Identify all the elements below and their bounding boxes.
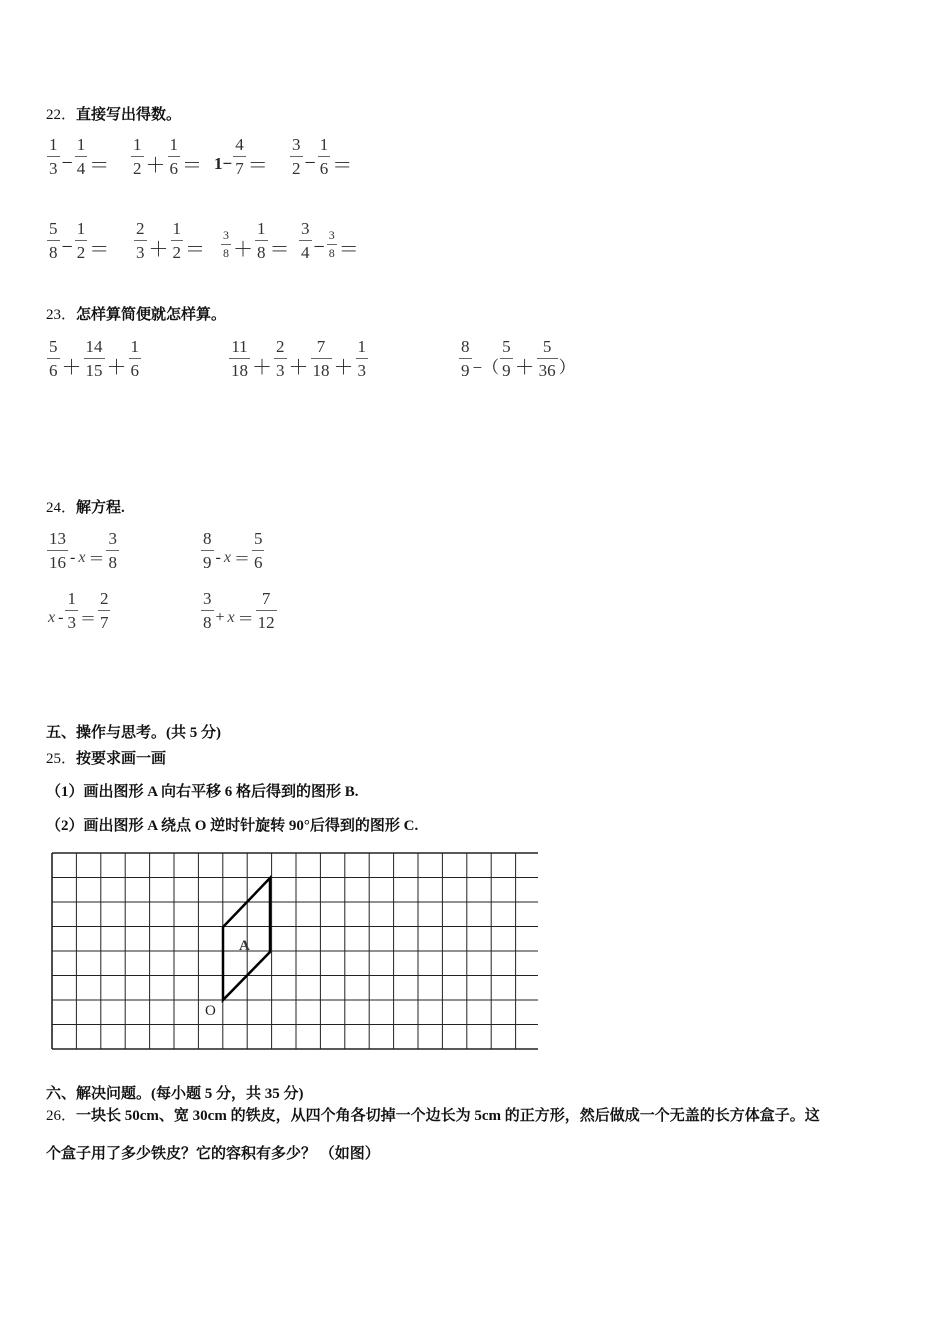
fraction-numerator: 1: [172, 219, 181, 238]
section5-title: 五、操作与思考。(共 5 分): [46, 725, 221, 741]
fraction-denominator: 9: [459, 358, 472, 381]
fraction-numerator: 8: [203, 529, 212, 548]
fraction-numerator: 5: [49, 337, 58, 356]
operator: −（: [472, 358, 500, 377]
fraction-numerator: 3: [301, 219, 310, 238]
variable-x: x: [78, 548, 86, 566]
operator: +: [215, 608, 225, 626]
fraction-numerator: 1: [130, 337, 139, 356]
fraction-numerator: 4: [235, 135, 244, 154]
fraction-denominator: 6: [168, 156, 181, 179]
fraction-denominator: 4: [75, 156, 88, 179]
q26-paragraph: [46, 1097, 916, 1173]
fraction-numerator: 1: [357, 337, 366, 356]
q22-eq8: [298, 218, 360, 263]
fraction-numerator: 7: [261, 589, 271, 608]
variable-x: x: [223, 548, 231, 566]
fraction-denominator: 8: [223, 246, 229, 260]
variable-x: x: [227, 608, 235, 626]
fraction-numerator: 2: [99, 589, 109, 608]
variable-x: x: [48, 608, 56, 626]
operator: −: [61, 236, 73, 258]
fraction-denominator: 9: [201, 550, 214, 573]
q24-eqn1: [46, 528, 120, 573]
q22-title: 直接写出得数。: [76, 107, 182, 123]
q22-heading: [46, 103, 181, 124]
fraction-numerator: 1: [169, 135, 178, 154]
q23-number: 23．: [46, 307, 77, 323]
fraction-numerator: 3: [108, 529, 117, 548]
equals-sign: ＝: [338, 239, 359, 261]
grid-lines: [52, 853, 538, 1049]
fraction-numerator: 11: [231, 337, 248, 356]
fraction-numerator: 1: [49, 135, 58, 154]
fraction-denominator: 3: [356, 358, 369, 381]
q24-eqn2: [200, 528, 265, 573]
fraction-numerator: 3: [328, 228, 335, 242]
fraction-numerator: 3: [292, 135, 301, 154]
fraction-denominator: 9: [500, 358, 513, 381]
operator: ＋: [233, 239, 253, 261]
fraction-numerator: 13: [49, 529, 66, 548]
q25-item1: （1）画出图形 A 向右平移 6 格后得到的图形 B.: [46, 784, 359, 800]
section6-title: 六、解决问题。(每小题 5 分，共 35 分): [46, 1086, 304, 1102]
fraction-denominator: 3: [134, 240, 147, 263]
q23-expr2: [228, 336, 369, 381]
q22-eq3: [214, 134, 269, 179]
fraction-denominator: 8: [106, 550, 119, 573]
equals-sign: ＝: [269, 239, 290, 261]
operator: ＋: [145, 155, 166, 177]
fraction-denominator: 8: [255, 240, 268, 263]
equals-sign: ＝: [332, 155, 353, 177]
equals-sign: ＝: [89, 155, 110, 177]
fraction-numerator: 5: [502, 337, 511, 356]
fraction-denominator: 6: [318, 156, 331, 179]
fraction-denominator: 18: [311, 358, 332, 381]
equals-sign: ＝: [88, 551, 105, 568]
fraction-denominator: 8: [47, 240, 60, 263]
operator: ＋: [288, 357, 309, 379]
operator: ＋: [514, 357, 535, 379]
operator: -: [70, 548, 76, 566]
fraction-denominator: 6: [129, 358, 142, 381]
q22-eq4: [289, 134, 353, 179]
fraction-numerator: 3: [223, 228, 229, 242]
q23-expr1: [46, 336, 142, 381]
q23-expr3: [458, 336, 576, 381]
q24-heading: [46, 496, 125, 517]
q24-number: 24．: [46, 500, 77, 516]
q24-eqn3: [46, 588, 111, 633]
q22-eq6: [133, 218, 206, 263]
fraction-numerator: 1: [319, 135, 329, 154]
fraction-numerator: 5: [542, 337, 552, 356]
fraction-numerator: 1: [67, 589, 76, 608]
fraction-numerator: 1: [76, 219, 86, 238]
fraction-denominator: 4: [299, 240, 312, 263]
fraction-denominator: 2: [131, 156, 144, 179]
fraction-denominator: 15: [84, 358, 105, 381]
operator: -: [215, 548, 221, 566]
fraction-denominator: 16: [47, 550, 68, 573]
operator: −: [304, 152, 316, 174]
closing-bracket: ）: [558, 358, 576, 377]
fraction-denominator: 12: [256, 610, 277, 633]
shape-a-label: A: [239, 938, 250, 954]
equals-sign: ＝: [237, 611, 254, 628]
fraction-denominator: 6: [47, 358, 60, 381]
fraction-denominator: 2: [75, 240, 88, 263]
q22-eq2: [130, 134, 203, 179]
equals-sign: ＝: [182, 155, 202, 177]
operator: ＋: [333, 357, 354, 379]
fraction-denominator: 3: [65, 610, 78, 633]
q25-number: 25．: [46, 751, 77, 767]
fraction-numerator: 2: [136, 219, 145, 238]
equals-sign: ＝: [247, 155, 268, 177]
fraction-denominator: 2: [290, 156, 303, 179]
equals-sign: ＝: [233, 551, 250, 568]
q23-heading: [46, 303, 226, 324]
operator: ＋: [148, 239, 169, 261]
fraction-denominator: 7: [98, 610, 111, 633]
fraction-numerator: 1: [76, 135, 86, 154]
q24-title: 解方程.: [76, 500, 125, 516]
q25-item2: （2）画出图形 A 绕点 O 逆时针旋转 90°后得到的图形 C.: [46, 818, 419, 834]
fraction-denominator: 3: [274, 358, 287, 381]
fraction-denominator: 7: [233, 156, 246, 179]
equals-sign: ＝: [79, 611, 96, 628]
fraction-numerator: 2: [276, 337, 285, 356]
fraction-numerator: 5: [49, 219, 58, 238]
fraction-denominator: 2: [171, 240, 184, 263]
fraction-numerator: 14: [85, 337, 103, 356]
q26-line1: [46, 1097, 916, 1135]
q22-eq7: [220, 218, 291, 263]
q26-line2: 个盒子用了多少铁皮？它的容积有多少？ （如图）: [46, 1146, 380, 1162]
fraction-denominator: 18: [229, 358, 250, 381]
q22-eq1: [46, 134, 110, 179]
operator: ＋: [61, 357, 82, 379]
fraction-numerator: 1: [133, 135, 142, 154]
equals-sign: ＝: [89, 239, 110, 261]
q25-title: 按要求画一画: [76, 751, 167, 767]
q22-eq5: [46, 218, 110, 263]
equals-sign: ＝: [185, 239, 205, 261]
q26-text-line1: 一块长 50cm、宽 30cm 的铁皮，从四个角各切掉一个边长为 5cm 的正方形，然后做成一个无盖的长方体盒子。这: [76, 1108, 820, 1124]
fraction-denominator: 6: [252, 550, 265, 573]
fraction-numerator: 7: [316, 337, 326, 356]
leading-term: 1−: [214, 153, 233, 173]
grid-diagram: [48, 849, 538, 1055]
fraction-numerator: 1: [257, 219, 266, 238]
q23-title: 怎样算简便就怎样算。: [76, 307, 227, 323]
q25-heading: [46, 747, 166, 768]
fraction-numerator: 5: [253, 529, 263, 548]
fraction-denominator: 8: [201, 610, 214, 633]
q24-eqn4: [200, 588, 278, 633]
q26-number: 26．: [46, 1108, 77, 1124]
fraction-denominator: 3: [47, 156, 60, 179]
operator: -: [58, 608, 64, 626]
point-o-label: O: [205, 1003, 216, 1019]
fraction-denominator: 36: [537, 358, 558, 381]
fraction-denominator: 8: [328, 246, 335, 260]
fraction-numerator: 3: [203, 589, 212, 608]
operator: ＋: [106, 357, 127, 379]
operator: −: [61, 152, 73, 174]
operator: −: [313, 236, 325, 258]
fraction-numerator: 8: [461, 337, 470, 356]
operator: ＋: [252, 357, 272, 379]
q22-number: 22．: [46, 107, 77, 123]
